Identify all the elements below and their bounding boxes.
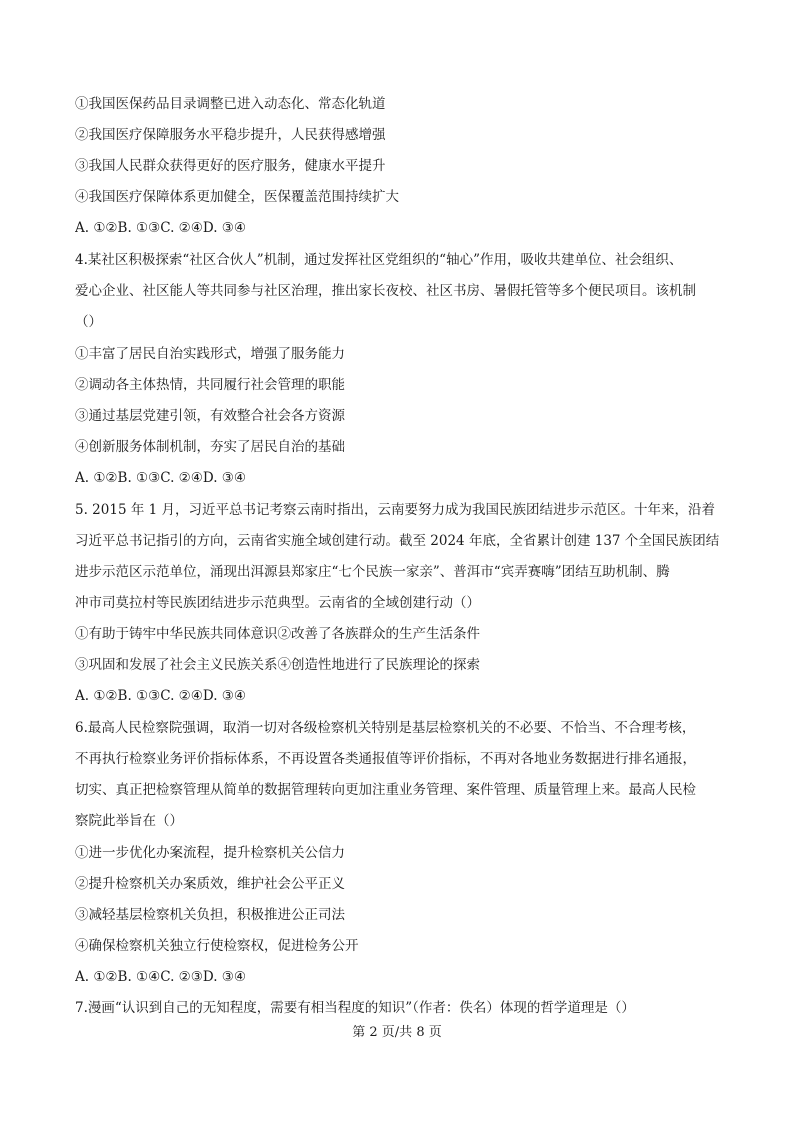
- option-line: ④确保检察机关独立行使检察权，促进检务公开: [75, 938, 359, 954]
- option-line: ②我国医疗保障服务水平稳步提升，人民获得感增强: [75, 127, 386, 143]
- question-4-text: 爱心企业、社区能人等共同参与社区治理，推出家长夜校、社区书房、暑假托管等多个便民项目。该机制: [75, 283, 696, 299]
- option-line: ②提升检察机关办案质效，维护社会公平正义: [75, 876, 345, 892]
- answer-choices: A. ①②B. ①③C. ②④D. ③④: [75, 220, 247, 236]
- option-line: ①我国医保药品目录调整已进入动态化、常态化轨道: [75, 96, 386, 112]
- question-5-text: 冲市司莫拉村等民族团结进步示范典型。云南省的全域创建行动（）: [75, 595, 480, 611]
- question-5-text: 5. 2015 年 1 月，习近平总书记考察云南时指出，云南要努力成为我国民族团结进步示范区。十年来，沿着: [75, 502, 715, 518]
- question-6-text: 察院此举旨在（）: [75, 813, 183, 829]
- option-line: ③通过基层党建引领，有效整合社会各方资源: [75, 408, 345, 424]
- option-line: ③我国人民群众获得更好的医疗服务，健康水平提升: [75, 158, 386, 174]
- question-6-text: 不再执行检察业务评价指标体系，不再设置各类通报值等评价指标，不再对各地业务数据进行排名通报，: [75, 751, 696, 767]
- option-line: ④我国医疗保障体系更加健全，医保覆盖范围持续扩大: [75, 189, 399, 205]
- answer-choices: A. ①②B. ①③C. ②④D. ③④: [75, 470, 247, 486]
- question-5-text: 习近平总书记指引的方向，云南省实施全域创建行动。截至 2024 年底，全省累计创建 137 个全国民族团结: [75, 533, 720, 549]
- option-line: ①进一步优化办案流程，提升检察机关公信力: [75, 845, 345, 861]
- option-line: ③巩固和发展了社会主义民族关系④创造性地进行了民族理论的探索: [75, 657, 480, 673]
- option-line: ①丰富了居民自治实践形式，增强了服务能力: [75, 346, 345, 362]
- question-5-text: 进步示范区示范单位，涌现出洱源县郑家庄“七个民族一家亲”、普洱市“宾弄赛嗨”团结互助机制、腾: [75, 564, 670, 580]
- question-4-blank: （）: [75, 314, 102, 330]
- option-line: ②调动各主体热情，共同履行社会管理的职能: [75, 377, 345, 393]
- question-6-text: 切实、真正把检察管理从简单的数据管理转向更加注重业务管理、案件管理、质量管理上来。最高人民检: [75, 782, 696, 798]
- question-7-text: 7.漫画“认识到自己的无知程度，需要有相当程度的知识”（作者：佚名）体现的哲学道理是（）: [75, 1000, 635, 1016]
- option-line: ①有助于铸牢中华民族共同体意识②改善了各族群众的生产生活条件: [75, 626, 480, 642]
- answer-choices: A. ①②B. ①④C. ②③D. ③④: [75, 969, 247, 985]
- page-footer: 第 2 页/共 8 页: [352, 1025, 442, 1040]
- question-4-text: 4.某社区积极探索“社区合伙人”机制，通过发挥社区党组织的“轴心”作用，吸收共建单位、社会组织、: [75, 252, 683, 268]
- answer-choices: A. ①②B. ①③C. ②④D. ③④: [75, 688, 247, 704]
- question-6-text: 6.最高人民检察院强调，取消一切对各级检察机关特别是基层检察机关的不必要、不恰当、不合理考核，: [75, 720, 696, 736]
- option-line: ④创新服务体制机制，夯实了居民自治的基础: [75, 439, 345, 455]
- option-line: ③减轻基层检察机关负担，积极推进公正司法: [75, 907, 345, 923]
